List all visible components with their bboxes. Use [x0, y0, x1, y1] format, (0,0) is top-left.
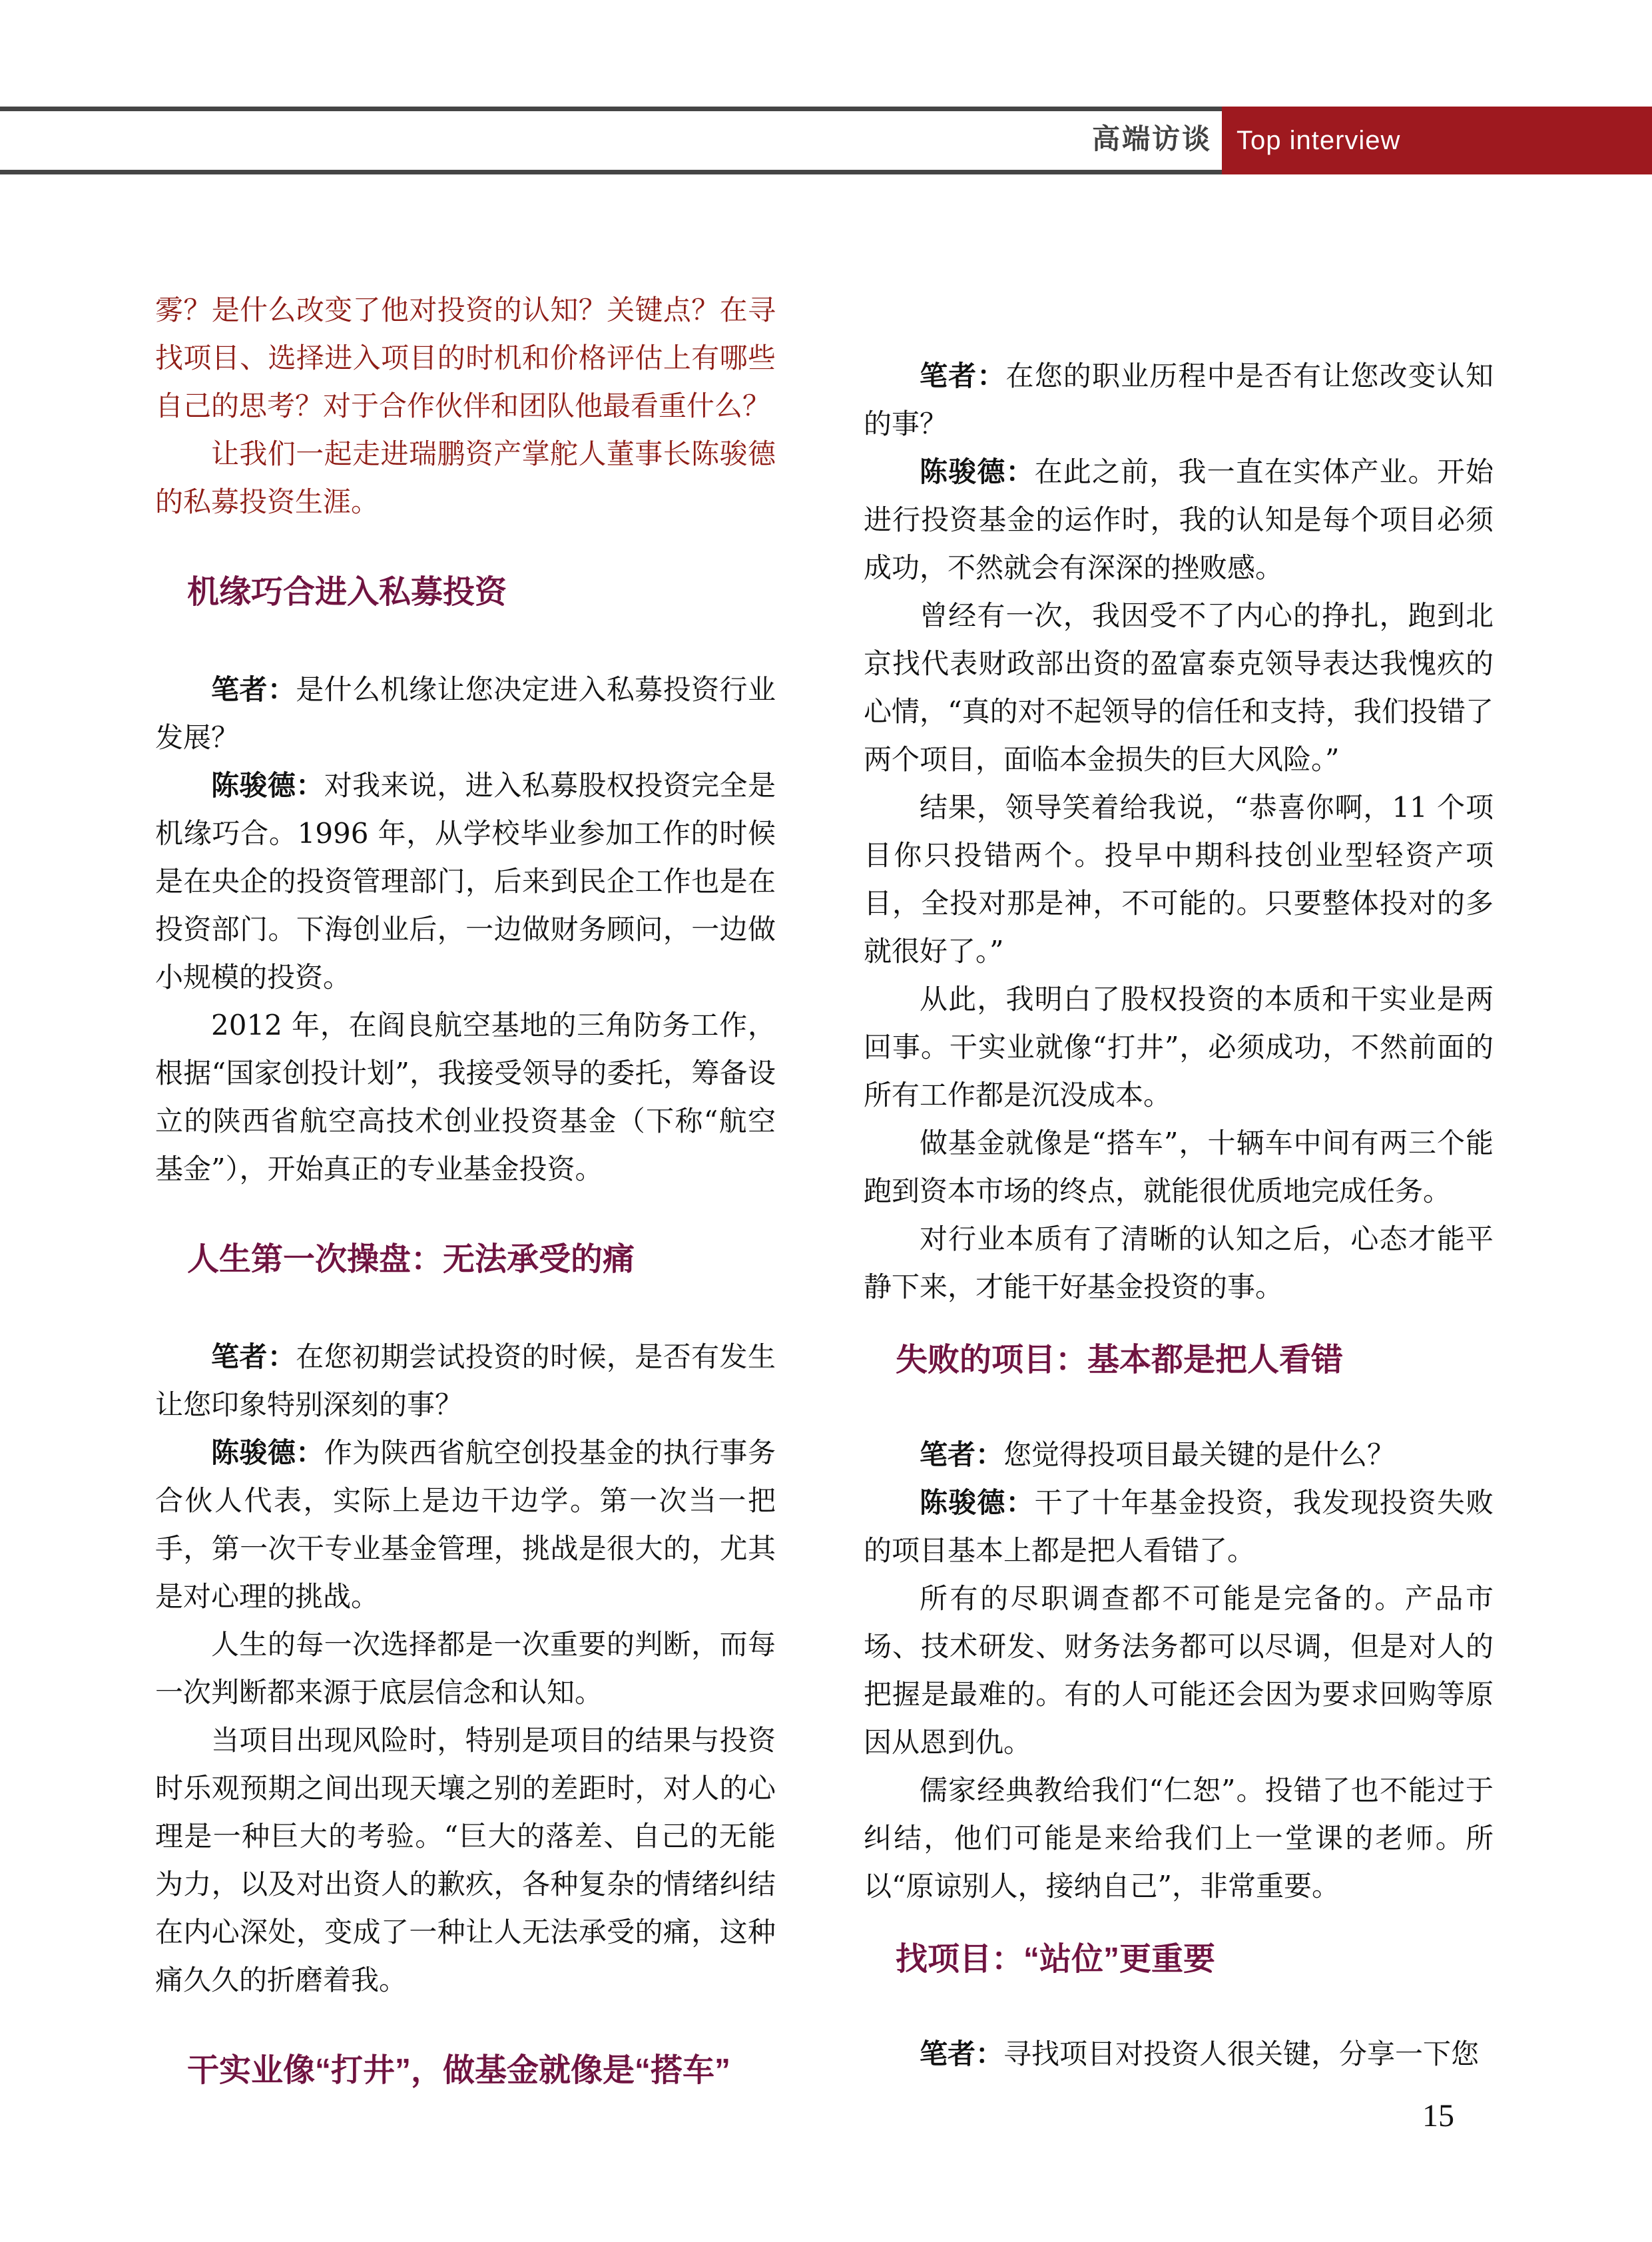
paragraph: 笔者：是什么机缘让您决定进入私募投资行业发展？	[155, 673, 776, 754]
section-heading: 找项目：“站位”更重要	[896, 1942, 1216, 1977]
paragraph: 从此，我明白了股权投资的本质和干实业是两回事。干实业就像“打井”，必须成功，不然前面的所有工作都是沉没成本。	[864, 983, 1494, 1111]
paragraph: 陈骏德：在此之前，我一直在实体产业。开始进行投资基金的运作时，我的认知是每个项目必须成功，不然就会有深深的挫败感。	[864, 455, 1494, 584]
paragraph: 让我们一起走进瑞鹏资产掌舵人董事长陈骏德的私募投资生涯。	[155, 437, 776, 518]
paragraph: 所有的尽职调查都不可能是完备的。产品市场、技术研发、财务法务都可以尽调，但是对人的把握是最难的。有的人可能还会因为要求回购等原因从恩到仇。	[864, 1582, 1494, 1759]
section-heading: 失败的项目：基本都是把人看错	[896, 1342, 1344, 1378]
speaker-label: 笔者：	[920, 360, 1006, 392]
left-column	[155, 286, 776, 2144]
paragraph: 陈骏德：对我来说，进入私募股权投资完全是机缘巧合。1996 年，从学校毕业参加工作的时候是在央企的投资管理部门，后来到民企工作也是在投资部门。下海创业后，一边做财务顾问，一边做小规模的投资。	[155, 769, 776, 993]
paragraph: 2012 年，在阎良航空基地的三角防务工作，根据“国家创投计划”，我接受领导的委托，筹备设立的陕西省航空高技术创业投资基金（下称“航空基金”），开始真正的专业基金投资。	[155, 1009, 776, 1185]
header-rule-bottom	[0, 170, 1225, 174]
speaker-label: 陈骏德：	[920, 456, 1035, 487]
speaker-label: 陈骏德：	[211, 1437, 324, 1468]
paragraph: 笔者：在您初期尝试投资的时候，是否有发生让您印象特别深刻的事？	[155, 1340, 776, 1421]
paragraph: 对行业本质有了清晰的认知之后，心态才能平静下来，才能干好基金投资的事。	[864, 1223, 1494, 1303]
paragraph: 雾？是什么改变了他对投资的认知？关键点？在寻找项目、选择进入项目的时机和价格评估上有哪些自己的思考？对于合作伙伴和团队他最看重什么？	[155, 294, 776, 422]
header-rule-top	[0, 107, 1225, 111]
paragraph: 结果，领导笑着给我说，“恭喜你啊，11 个项目你只投错两个。投早中期科技创业型轻资产项目，全投对那是神，不可能的。只要整体投对的多就很好了。”	[864, 791, 1494, 968]
speaker-label: 笔者：	[920, 2038, 1004, 2070]
speaker-label: 陈骏德：	[920, 1487, 1035, 1518]
right-column	[864, 352, 1494, 2078]
section-heading: 干实业像“打井”，做基金就像是“搭车”	[187, 2053, 731, 2088]
page-number: 15	[1422, 2098, 1454, 2133]
paragraph: 儒家经典教给我们“仁恕”。投错了也不能过于纠结，他们可能是来给我们上一堂课的老师。所以“原谅别人，接纳自己”，非常重要。	[864, 1774, 1494, 1902]
header-title-cn: 高端访谈	[1091, 123, 1212, 154]
paragraph: 笔者：寻找项目对投资人很关键，分享一下您	[920, 2038, 1480, 2070]
paragraph: 人生的每一次选择都是一次重要的判断，而每一次判断都来源于底层信念和认知。	[155, 1628, 776, 1709]
speaker-label: 笔者：	[211, 674, 296, 705]
section-heading: 机缘巧合进入私募投资	[187, 575, 507, 610]
header-title-en: Top interview	[1237, 125, 1401, 155]
paragraph: 笔者：您觉得投项目最关键的是什么？	[920, 1438, 1396, 1471]
paragraph: 陈骏德：作为陕西省航空创投基金的执行事务合伙人代表，实际上是边干边学。第一次当一把手，第一次干专业基金管理，挑战是很大的，尤其是对心理的挑战。	[155, 1436, 776, 1613]
header-title-box	[1222, 107, 1652, 174]
paragraph: 笔者：在您的职业历程中是否有让您改变认知的事？	[864, 360, 1494, 440]
speaker-label: 笔者：	[920, 1439, 1004, 1470]
paragraph: 做基金就像是“搭车”，十辆车中间有两三个能跑到资本市场的终点，就能很优质地完成任务。	[864, 1127, 1494, 1207]
speaker-label: 陈骏德：	[211, 770, 324, 801]
paragraph: 当项目出现风险时，特别是项目的结果与投资时乐观预期之间出现天壤之别的差距时，对人的心理是一种巨大的考验。“巨大的落差、自己的无能为力，以及对出资人的歉疚，各种复杂的情绪纠结在内心深处，变成了一种让人无法承受的痛，这种痛久久的折磨着我。	[155, 1724, 776, 1996]
speaker-label: 笔者：	[211, 1341, 296, 1372]
paragraph: 陈骏德：干了十年基金投资，我发现投资失败的项目基本上都是把人看错了。	[864, 1486, 1494, 1567]
section-heading: 人生第一次操盘：无法承受的痛	[187, 1242, 635, 1277]
paragraph: 曾经有一次，我因受不了内心的挣扎，跑到北京找代表财政部出资的盈富泰克领导表达我愧疚的心情，“真的对不起领导的信任和支持，我们投错了两个项目，面临本金损失的巨大风险。”	[864, 599, 1494, 776]
